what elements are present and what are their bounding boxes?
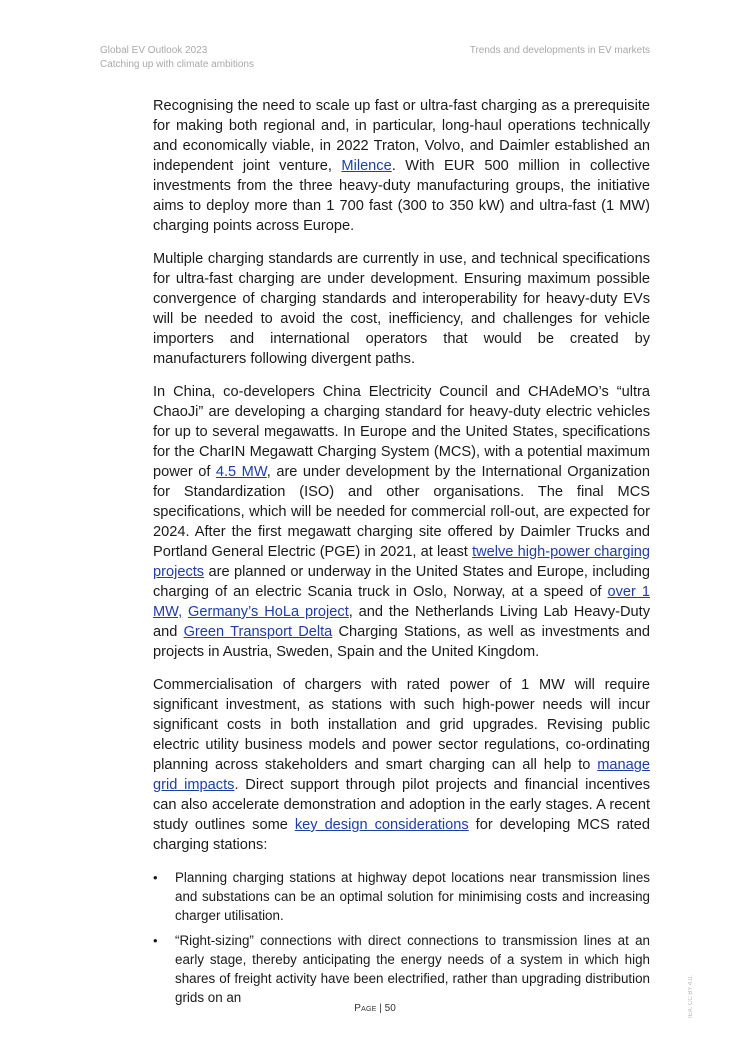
inline-link[interactable]: twelve high-power charging projects [153, 544, 650, 580]
page-separator: | [379, 1003, 382, 1014]
paragraph-text: . Direct support through pilot projects and financial incentives can also accelerate demonstration and adoption in the early stages. A recent study outlines some [153, 777, 650, 833]
paragraph-text: Commercialisation of chargers with rated power of 1 MW will require significant investment, as stations with such high-power needs will incur significant costs in both installation and grid upgrades. Revising public electric utility business models and power sector regulations, co-ordinating planning across stakeholders and smart charging can all help to [153, 677, 650, 773]
running-header-left [100, 44, 254, 72]
bullet-list [153, 868, 650, 1007]
paragraph-text: Multiple charging standards are currently in use, and technical specifications for ultra-fast charging are under development. Ensuring maximum possible convergence of charging standards and interoperability for heavy-duty EVs will be needed to avoid the cost, inefficiency, and challenges for vehicle importers and international operators that would be created by manufacturers following divergent paths. [153, 251, 650, 367]
paragraph-text: , and the Netherlands Living Lab Heavy-Duty and [153, 604, 650, 640]
paragraph-text: Charging Stations, as well as investments and projects in Austria, Sweden, Spain and the United Kingdom. [153, 624, 651, 660]
paragraph-text: In China, co-developers China Electricity Council and CHAdeMO’s “ultra ChaoJi” are developing a charging standard for heavy-duty electric vehicles for up to several megawatts. In Europe and the United States, specifications for the CharIN Megawatt Charging System (MCS), with a potential maximum power of [153, 384, 650, 480]
paragraph-text: are planned or underway in the United States and Europe, including charging of an electric Scania truck in Oslo, Norway, at a speed of [153, 564, 650, 600]
running-header-right [470, 44, 650, 58]
inline-link[interactable]: 4.5 MW [215, 464, 267, 480]
license-note: IEA. CC BY 4.0. [688, 975, 694, 1018]
bullet-item [153, 868, 650, 925]
inline-link[interactable]: Milence [341, 158, 392, 174]
report-title: Global EV Outlook 2023 [100, 45, 208, 56]
chapter-title: Trends and developments in EV markets [469, 45, 650, 56]
body-paragraph [153, 249, 650, 369]
inline-link[interactable]: Green Transport Delta [183, 624, 333, 640]
report-subtitle: Catching up with climate ambitions [100, 59, 254, 70]
page-label: Page [354, 1003, 377, 1014]
page-body [153, 96, 650, 1013]
paragraph-text: . With EUR 500 million in collective investments from the three heavy-duty manufacturing groups, the initiative aims to deploy more than 1 700 fast (300 to 350 kW) and ultra-fast (1 MW) charging points across Europe. [153, 158, 650, 234]
inline-link[interactable]: key design considerations [294, 817, 469, 833]
bullet-item [153, 931, 650, 1007]
inline-link[interactable]: over 1 MW, [153, 584, 650, 620]
body-paragraph [153, 382, 650, 662]
bullet-icon: • [153, 870, 158, 885]
paragraph-text: Recognising the need to scale up fast or ultra-fast charging as a prerequisite for making both regional and, in particular, long-haul operations technically and economically viable, in 2022 Traton, Volvo, and Daimler established an independent joint venture, [153, 98, 650, 174]
bullet-icon: • [153, 933, 158, 948]
body-paragraph [153, 96, 650, 236]
inline-link[interactable]: Germany’s HoLa project [188, 604, 349, 620]
body-paragraph [153, 675, 650, 855]
page-number: 50 [384, 1003, 396, 1014]
page-footer [0, 1003, 750, 1014]
inline-link[interactable]: manage grid impacts [153, 757, 650, 793]
paragraph-text: for developing MCS rated charging stations: [153, 817, 650, 853]
bullet-text: Planning charging stations at highway depot locations near transmission lines and substations can be an optimal solution for minimising costs and increasing charger utilisation. [175, 870, 650, 923]
bullet-text: “Right-sizing” connections with direct connections to transmission lines at an early stage, thereby anticipating the energy needs of a system in which high shares of freight activity have been electrified, rather than upgrading distribution grids on an [175, 933, 650, 1005]
paragraphs-container [153, 96, 650, 855]
paragraph-text: , are under development by the International Organization for Standardization (ISO) and other organisations. The final MCS specifications, which will be needed for commercial roll-out, are expected for 2024. After the first megawatt charging site offered by Daimler Trucks and Portland General Electric (PGE) in 2021, at least [153, 464, 650, 560]
